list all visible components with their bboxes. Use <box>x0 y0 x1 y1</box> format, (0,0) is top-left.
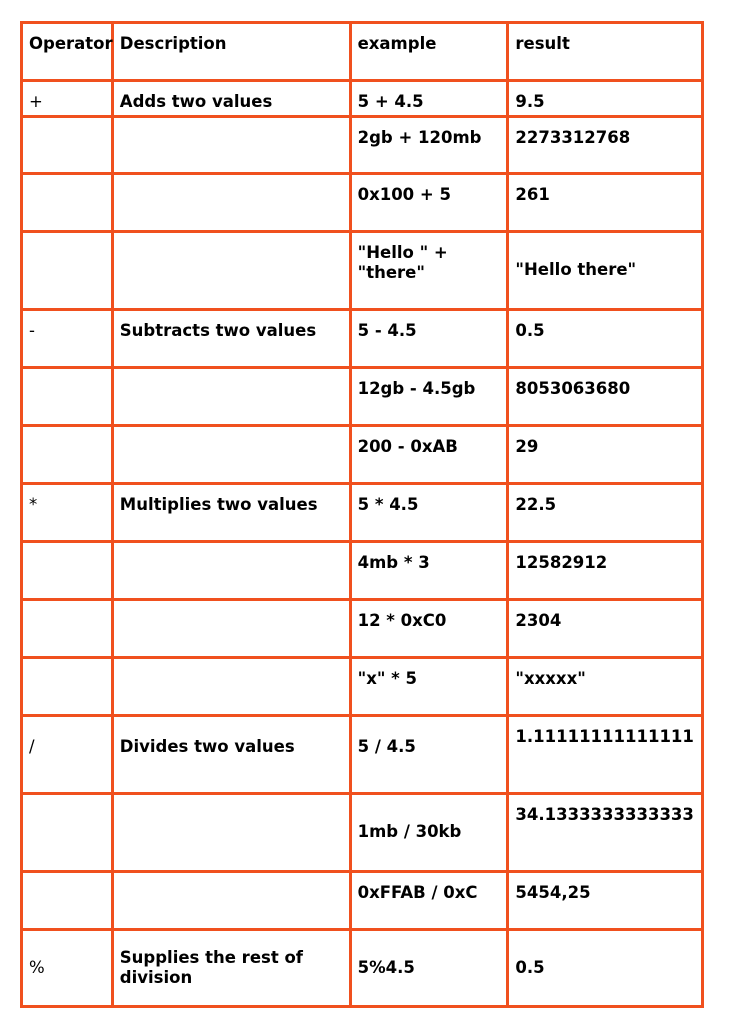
operator-cell <box>22 599 113 657</box>
result-cell: 1.11111111111111 <box>508 715 703 793</box>
description-cell <box>112 599 350 657</box>
table-row <box>22 118 703 173</box>
example-cell: 0xFFAB / 0xC <box>350 871 508 929</box>
result-cell: 2304 <box>508 599 703 657</box>
description-cell: Divides two values <box>112 715 350 793</box>
example-cell: 2gb + 120mb <box>350 118 508 173</box>
table-row <box>22 425 703 483</box>
operators-table-header <box>20 21 704 118</box>
header-result: result <box>508 23 703 81</box>
operator-cell <box>22 173 113 231</box>
example-cell: 1mb / 30kb <box>350 793 508 871</box>
table-row <box>22 483 703 541</box>
header-row <box>22 23 703 81</box>
result-cell: 8053063680 <box>508 367 703 425</box>
operator-cell <box>22 367 113 425</box>
operators-table-body <box>20 118 704 1008</box>
example-cell: 5 + 4.5 <box>350 81 508 117</box>
description-cell <box>112 425 350 483</box>
description-cell <box>112 367 350 425</box>
operator-cell: % <box>22 929 113 1006</box>
result-cell: 0.5 <box>508 309 703 367</box>
operator-cell <box>22 657 113 715</box>
example-cell: "x" * 5 <box>350 657 508 715</box>
result-cell: "xxxxx" <box>508 657 703 715</box>
example-cell: 0x100 + 5 <box>350 173 508 231</box>
example-cell: 5%4.5 <box>350 929 508 1006</box>
table-row <box>22 81 703 117</box>
table-row <box>22 309 703 367</box>
example-cell: 5 / 4.5 <box>350 715 508 793</box>
result-cell: "Hello there" <box>508 231 703 309</box>
table-row <box>22 793 703 871</box>
table-row <box>22 599 703 657</box>
result-cell: 2273312768 <box>508 118 703 173</box>
description-cell <box>112 541 350 599</box>
result-cell: 0.5 <box>508 929 703 1006</box>
table-row <box>22 715 703 793</box>
description-cell <box>112 231 350 309</box>
description-cell: Multiplies two values <box>112 483 350 541</box>
operator-cell <box>22 871 113 929</box>
operator-cell <box>22 793 113 871</box>
example-cell: 12 * 0xC0 <box>350 599 508 657</box>
operator-cell <box>22 231 113 309</box>
operator-cell: * <box>22 483 113 541</box>
operator-cell: + <box>22 81 113 117</box>
table-row <box>22 929 703 1006</box>
example-cell: 200 - 0xAB <box>350 425 508 483</box>
example-cell: "Hello " + "there" <box>350 231 508 309</box>
result-cell: 29 <box>508 425 703 483</box>
result-cell: 34.1333333333333 <box>508 793 703 871</box>
result-cell: 5454,25 <box>508 871 703 929</box>
example-cell: 4mb * 3 <box>350 541 508 599</box>
table-row <box>22 231 703 309</box>
result-cell: 22.5 <box>508 483 703 541</box>
operator-cell: - <box>22 309 113 367</box>
description-cell: Subtracts two values <box>112 309 350 367</box>
operator-cell <box>22 425 113 483</box>
description-cell <box>112 657 350 715</box>
header-operator: Operator <box>22 23 113 81</box>
header-description: Description <box>112 23 350 81</box>
result-cell: 12582912 <box>508 541 703 599</box>
description-cell <box>112 871 350 929</box>
table-row <box>22 367 703 425</box>
table-row <box>22 173 703 231</box>
result-cell: 9.5 <box>508 81 703 117</box>
result-cell: 261 <box>508 173 703 231</box>
description-cell <box>112 173 350 231</box>
header-example: example <box>350 23 508 81</box>
table-row <box>22 657 703 715</box>
example-cell: 5 * 4.5 <box>350 483 508 541</box>
table-row <box>22 871 703 929</box>
description-cell: Adds two values <box>112 81 350 117</box>
table-row <box>22 541 703 599</box>
description-cell <box>112 118 350 173</box>
example-cell: 5 - 4.5 <box>350 309 508 367</box>
operator-cell <box>22 541 113 599</box>
example-cell: 12gb - 4.5gb <box>350 367 508 425</box>
operator-cell <box>22 118 113 173</box>
description-cell: Supplies the rest of division <box>112 929 350 1006</box>
operator-cell: / <box>22 715 113 793</box>
description-cell <box>112 793 350 871</box>
